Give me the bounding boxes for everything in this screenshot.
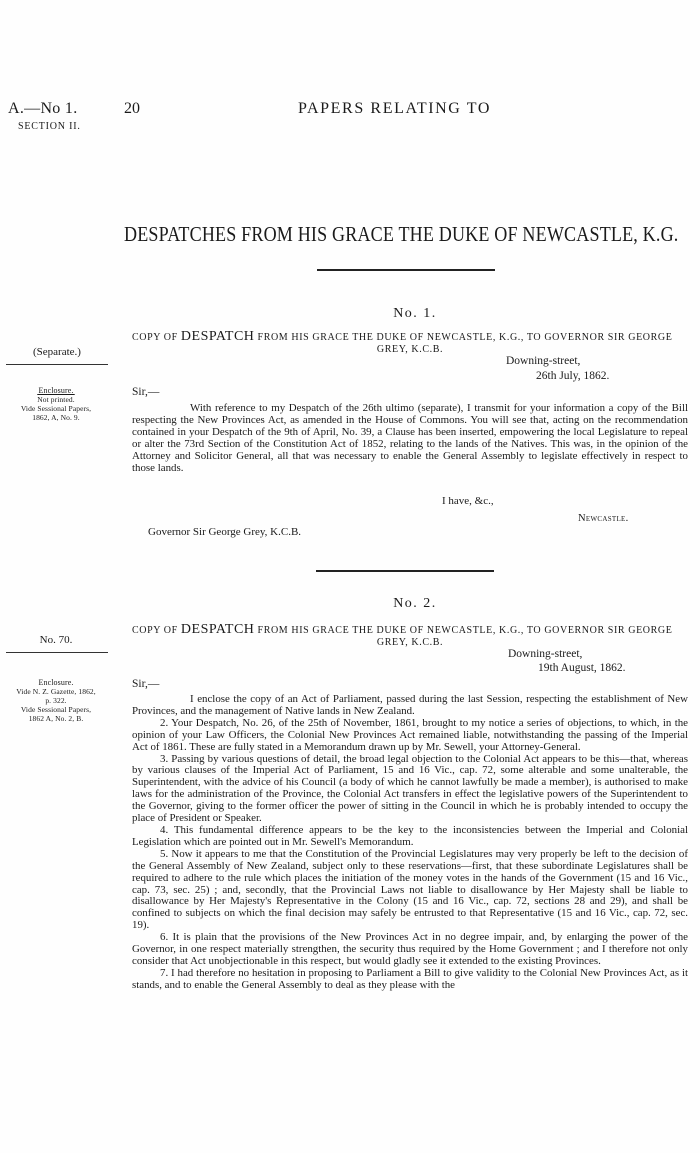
margin-note-line: 1862 A, No. 2, B. [28,714,84,723]
despatch-body [132,694,688,992]
margin-note [4,678,108,723]
body-paragraph: 4. This fundamental difference appears to be the key to the inconsistencies between the Imperial and Colonial Legislation which are pointed out in Mr. Sewell's Memorandum. [132,823,688,848]
page-number: 20 [124,100,140,117]
heading-line1: FROM HIS GRACE THE DUKE OF NEWCASTLE, K.G., TO GOVERNOR SIR GEORGE [257,625,673,636]
body-paragraph: With reference to my Despatch of the 26th ultimo (separate), I transmit for your information a copy of the Bill respecting the New Provinces Act, as amended in the House of Commons. You will see that, acting on the recommendation contained in your Despatch of the 9th of April, No. 39, a Clause has been inserted, empowering the local Legislature to repeal or alter the 73rd Section of the Constitution Act of 1852, relating to the lands of the Natives. This was, in the opinion of the Attorney and Solicitor General, all that was necessary to enable the General Assembly to legislate effectively in respect to those lands. [132,402,688,474]
heading-keyword: DESPATCH [180,622,255,637]
section-label: SECTION II. [18,121,81,132]
despatch-body [132,403,688,474]
salutation: Sir,— [132,678,160,690]
body-paragraph: 5. Now it appears to me that the Constitution of the Provincial Legislatures may very properly be left to the decision of the General Assembly of New Zealand, subject only to these reservations—first, that these subordinate Legislatures shall be required to adhere to the rule which places the initiation of the money votes in the hands of the Government (15 and 16 Vic., cap. 73, sec. 25) ; and, secondly, that the Provincial Laws not liable to disallowance by Her Majesty shall be liable to disallowance by Her Majesty's Representative in the Colony (15 and 16 Vic., cap. 72, sections 28 and 29), and shall be confined to subjects on which the final decision may safely be entrusted to that Representative (15 and 16 Vic., cap. 72, sec. 19). [132,847,688,932]
addressee: Governor Sir George Grey, K.C.B. [148,526,302,538]
address-date: 26th July, 1862. [536,370,610,382]
running-title: PAPERS RELATING TO [298,100,491,117]
margin-note-title: Enclosure. [38,678,74,687]
margin-note [6,386,106,422]
heading-line2: GREY, K.C.B. [376,637,444,648]
heading-line2: GREY, K.C.B. [376,344,444,355]
margin-note-line: Vide Sessional Papers, [20,705,92,714]
despatch-divider [316,570,494,572]
heading-keyword: DESPATCH [180,329,255,344]
title-divider [317,269,495,271]
despatch-number: No. 1. [393,306,437,321]
heading-prefix: COPY OF [132,625,178,636]
margin-label: No. 70. [39,634,73,646]
margin-divider [6,364,108,365]
address-date: 19th August, 1862. [538,662,626,674]
body-paragraph: 2. Your Despatch, No. 26, of the 25th of November, 1861, brought to my notice a series of objections, to which, in the opinion of your Law Officers, the Colonial New Provinces Act remained liable, notwithstanding the passing of the Imperial Act of 1861. These are fully stated in a Memorandum drawn up by Mr. Sewell, your Attorney-General. [132,716,688,753]
margin-divider [6,652,108,653]
address-street: Downing-street, [506,355,581,367]
despatch-heading [132,624,688,649]
body-paragraph: 3. Passing by various questions of detail, the broad legal objection to the Colonial Act appears to be this—that, whereas by various clauses of the Imperial Act of Parliament, 15 and 16 Vic., cap. 72, some alterable and some unalterable, the Superintendent, with the advice of his Council (a body of which he cannot lawfully be made a member), is authorised to make laws for the administration of the Province, the Colonial Act transfers in effect the legislative powers of the Superintendent to the Governor, giving to the former officer the power of sitting in the Council in which he is probably intended to occupy the place of President or Speaker. [132,752,688,825]
heading-line1: FROM HIS GRACE THE DUKE OF NEWCASTLE, K.G., TO GOVERNOR SIR GEORGE [257,332,673,343]
paper-reference: A.—No 1. [8,100,78,117]
margin-note-title: Enclosure. [38,386,74,395]
margin-label: (Separate.) [33,346,81,358]
margin-note-line: p. 322. [45,696,67,705]
margin-note-line: Vide Sessional Papers, [20,404,92,413]
heading-prefix: COPY OF [132,332,178,343]
despatch-number: No. 2. [393,596,437,611]
body-paragraph: I enclose the copy of an Act of Parliament, passed during the last Session, respecting the establishment of New Provinces, and the management of Native lands in New Zealand. [132,693,688,717]
margin-note-line: Vide N. Z. Gazette, 1862, [16,687,96,696]
address-street: Downing-street, [508,648,583,660]
body-paragraph: 7. I had therefore no hesitation in proposing to Parliament a Bill to give validity to the Colonial New Provinces Act, as it stands, and to enable the General Assembly to deal as they please with the [132,966,688,991]
despatch-heading [132,331,688,356]
signature: Newcastle. [578,513,629,524]
margin-note-line: 1862, A, No. 9. [32,413,80,422]
salutation: Sir,— [132,386,160,398]
main-title: DESPATCHES FROM HIS GRACE THE DUKE OF NEWCASTLE, K.G. [124,222,679,246]
closing: I have, &c., [442,495,494,507]
body-paragraph: 6. It is plain that the provisions of the New Provinces Act in no degree impair, and, by enlarging the power of the Governor, in one respect materially strengthen, the security thus required by the Home Government ; and I therefore not only consider that Act unobjectionable in this respect, but would gladly see it extended to the existing Provinces. [132,931,688,967]
margin-note-line: Not printed. [37,395,75,404]
